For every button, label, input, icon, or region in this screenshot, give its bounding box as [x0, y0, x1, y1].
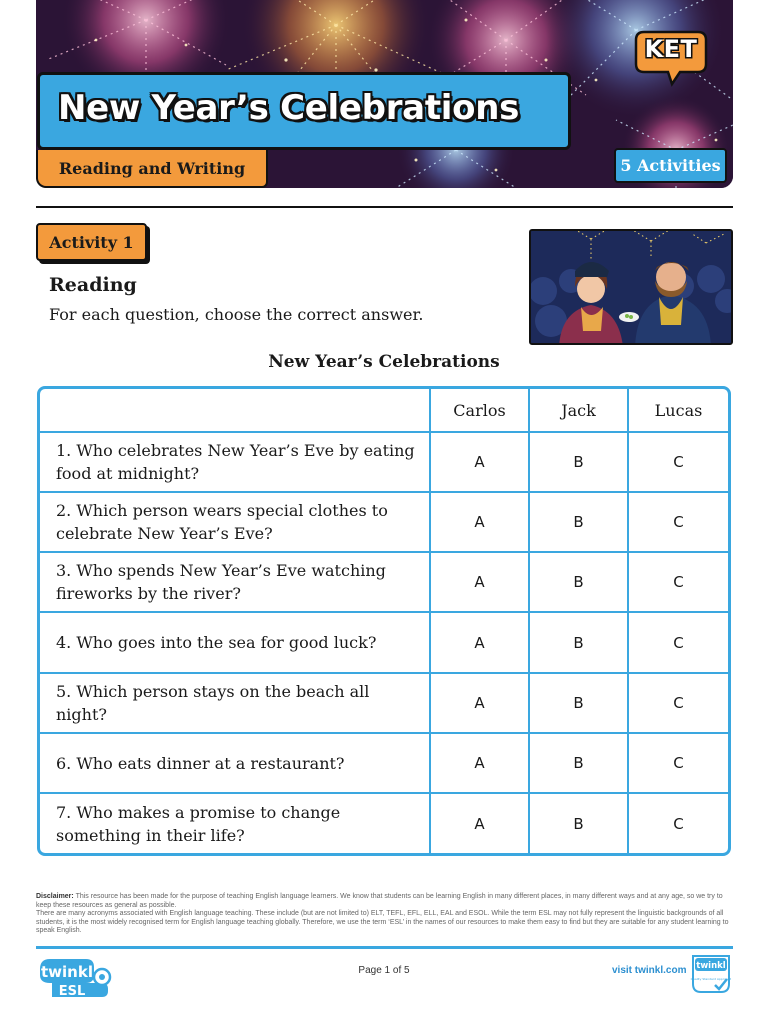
header-cell-lucas: Lucas	[654, 400, 703, 420]
disclaimer-text-2: There are many acronyms associated with English language teaching. These include (but are not limited to) ELT, TEFL, EFL, ELL, EAL and ESOL. While the term ESL may not fully represent the linguistic backgrounds of all students, it is the most widely recognised term for English language teaching globally. Therefore, we use the term ‘ESL’ in the names of our resources to make them easy to find but they are suitable for any student learning to speak English.	[36, 910, 729, 935]
page-number: Page 1 of 5	[358, 965, 410, 976]
disclaimer-text: This resource has been made for the purpose of teaching English language learners. We know that students can be learning English in many different places, in many different ways and at any age, so we try to keep these resources as general as possible.	[36, 893, 723, 909]
question-text: 5. Which person stays on the beach all night?	[40, 674, 431, 732]
logo-text: twinkl	[41, 963, 93, 981]
disclaimer	[36, 893, 733, 936]
celebration-photo	[529, 229, 733, 345]
skill-tab: Reading and Writing	[36, 150, 268, 188]
quality-standard-badge	[689, 952, 733, 994]
question-table	[37, 386, 731, 856]
option-a[interactable]: A	[431, 794, 530, 853]
option-c[interactable]: C	[673, 573, 684, 591]
table-row	[40, 551, 728, 611]
option-c[interactable]: C	[673, 453, 684, 471]
ket-badge	[634, 30, 708, 88]
option-b[interactable]: B	[530, 794, 629, 853]
table-row	[40, 732, 728, 792]
table-row	[40, 491, 728, 551]
question-text: 3. Who spends New Year’s Eve watching fireworks by the river?	[40, 553, 431, 611]
option-b[interactable]: B	[530, 613, 629, 672]
option-c[interactable]: C	[673, 814, 684, 833]
option-a[interactable]: A	[431, 493, 530, 551]
question-text: 2. Which person wears special clothes to celebrate New Year’s Eve?	[40, 493, 431, 551]
header-cell-empty	[40, 389, 431, 431]
option-b[interactable]: B	[530, 493, 629, 551]
question-text: 1. Who celebrates New Year’s Eve by eating food at midnight?	[40, 433, 431, 491]
disclaimer-label: Disclaimer:	[36, 893, 74, 900]
option-b[interactable]: B	[530, 734, 629, 792]
option-c[interactable]: C	[673, 513, 684, 531]
option-a[interactable]: A	[431, 734, 530, 792]
activity-badge: Activity 1	[36, 223, 147, 261]
option-b[interactable]: B	[530, 674, 629, 732]
option-c[interactable]: C	[673, 633, 684, 652]
badge-sub-text: Quality Standard Approved	[690, 977, 732, 981]
table-row	[40, 611, 728, 672]
twinkl-logo-icon	[36, 955, 114, 997]
option-a[interactable]: A	[431, 553, 530, 611]
couple-illustration	[531, 231, 733, 345]
option-a[interactable]: A	[431, 674, 530, 732]
ket-label: KET	[644, 35, 698, 63]
question-text: 6. Who eats dinner at a restaurant?	[40, 734, 431, 792]
visit-link[interactable]: visit twinkl.com	[612, 965, 687, 976]
table-header-row	[40, 389, 728, 431]
activities-count-tab: 5 Activities	[614, 148, 727, 183]
footer-divider	[36, 946, 733, 949]
logo-sub-text: ESL	[58, 984, 86, 997]
table-row	[40, 672, 728, 732]
instruction-text: For each question, choose the correct answer.	[49, 305, 424, 324]
table-title: New Year’s Celebrations	[268, 352, 500, 372]
table-row	[40, 792, 728, 853]
header-cell-jack: Jack	[530, 389, 629, 431]
question-text: 7. Who makes a promise to change something in their life?	[40, 794, 431, 853]
option-c[interactable]: C	[673, 754, 684, 772]
option-a[interactable]: A	[431, 613, 530, 672]
divider	[36, 206, 733, 208]
header-cell-carlos: Carlos	[431, 389, 530, 431]
question-text: 4. Who goes into the sea for good luck?	[40, 613, 431, 672]
table-row	[40, 431, 728, 491]
option-a[interactable]: A	[431, 433, 530, 491]
badge-text: twinkl	[696, 961, 726, 971]
option-b[interactable]: B	[530, 433, 629, 491]
page-title: New Year’s Celebrations	[58, 88, 520, 128]
option-b[interactable]: B	[530, 553, 629, 611]
twinkl-esl-logo[interactable]	[36, 955, 114, 997]
option-c[interactable]: C	[673, 694, 684, 712]
quality-badge-icon	[689, 952, 733, 994]
section-heading: Reading	[49, 274, 137, 296]
